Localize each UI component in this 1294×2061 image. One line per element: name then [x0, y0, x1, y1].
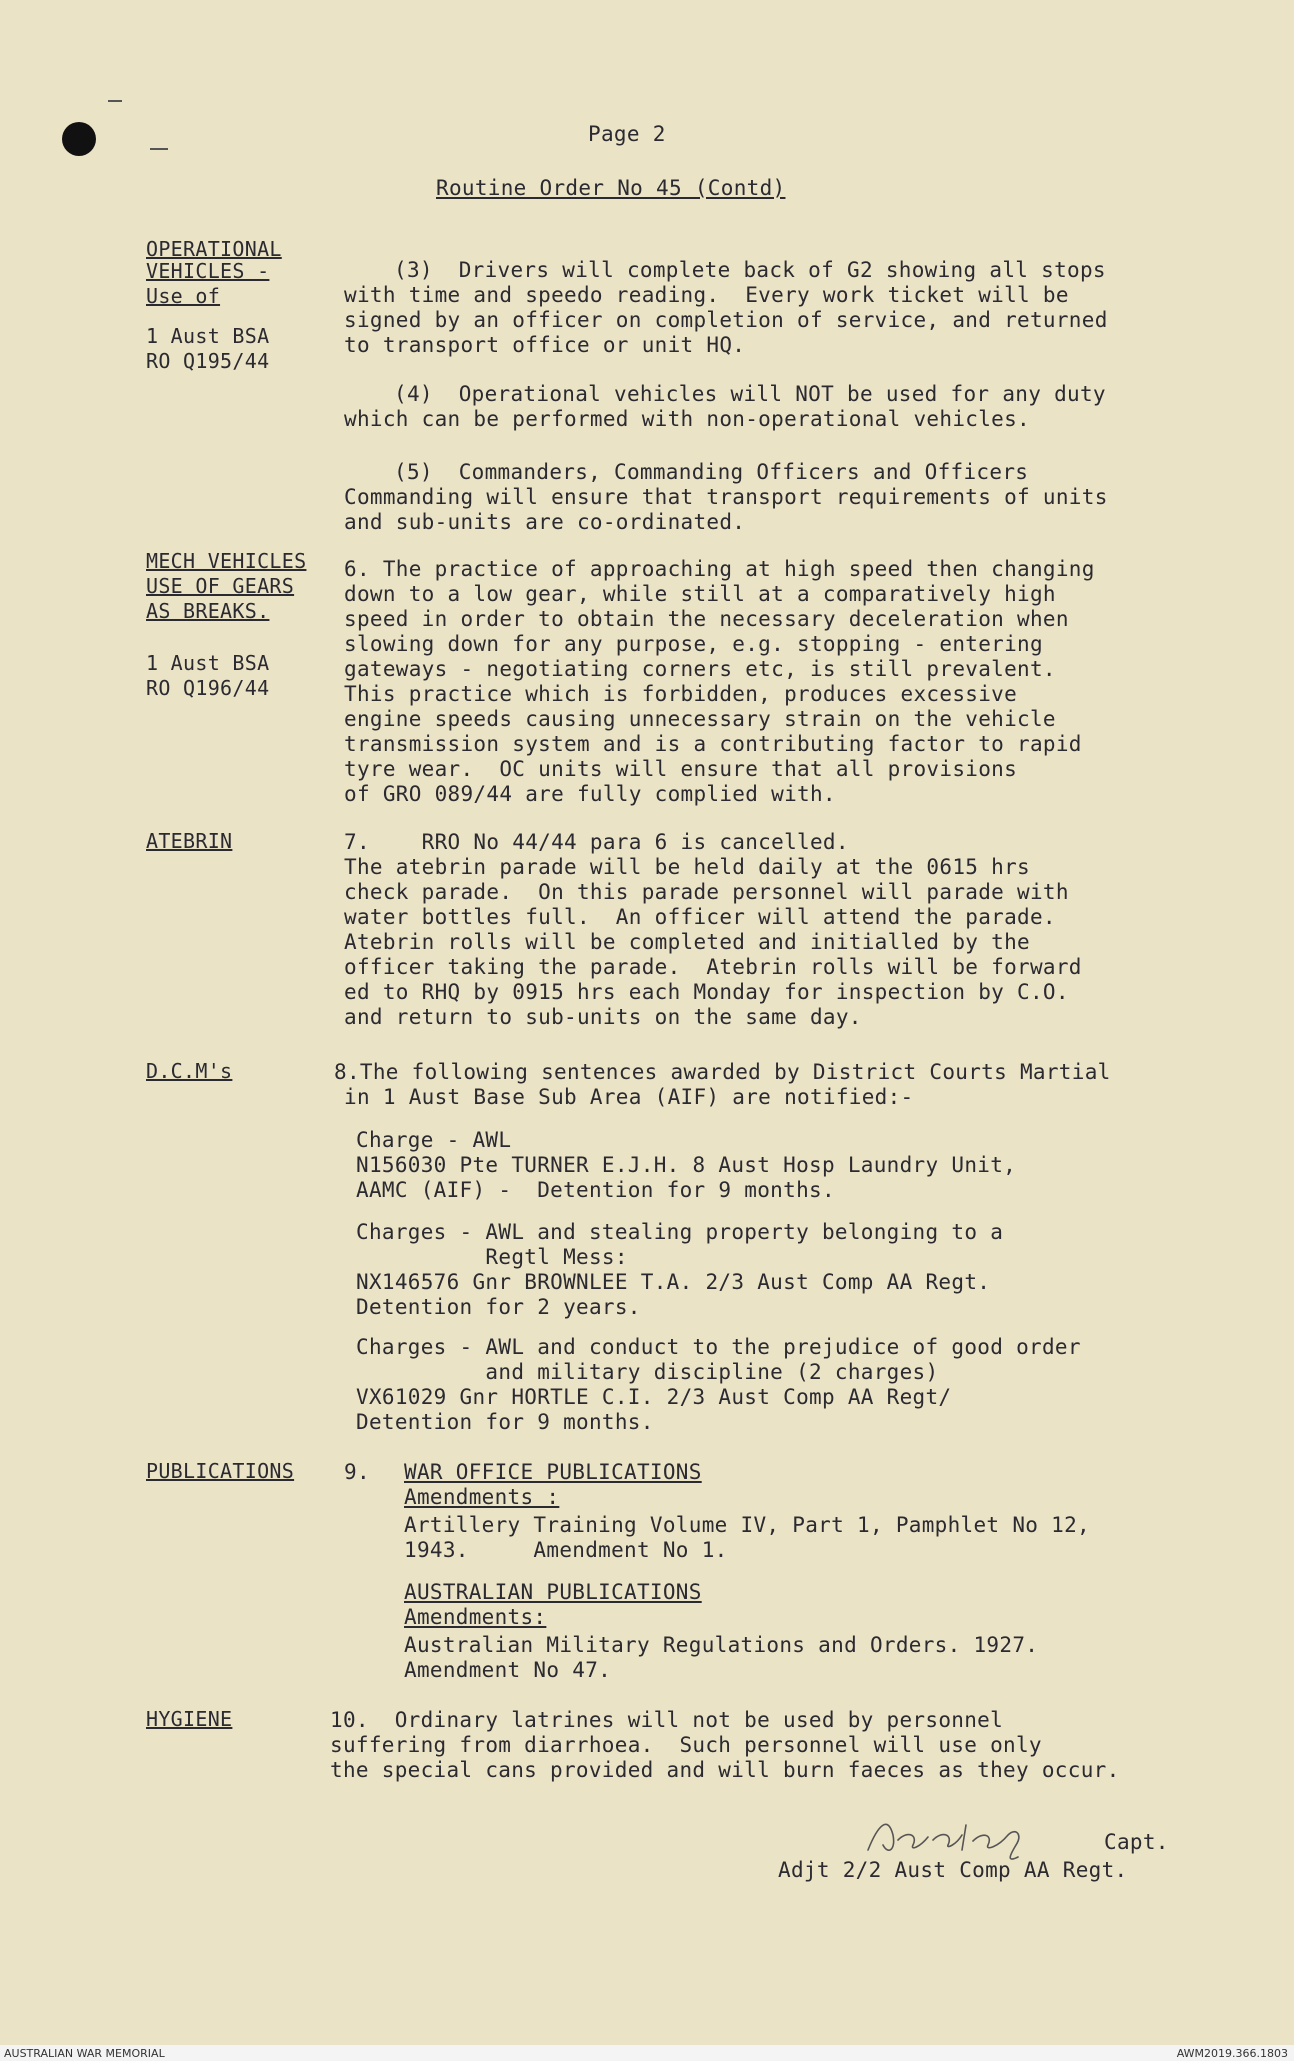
subheading: AUSTRALIAN PUBLICATIONS [404, 1580, 702, 1604]
footer-right: AWM2019.366.1803 [1176, 2047, 1288, 2060]
para-number: 9. [344, 1460, 370, 1484]
para-line: gateways - negotiating corners etc, is still prevalent. [344, 657, 1056, 681]
para-line: Commanding will ensure that transport requirements of units [344, 485, 1108, 509]
para-line: This practice which is forbidden, produces excessive [344, 682, 1018, 706]
para-line: engine speeds causing unnecessary strain on the vehicle [344, 707, 1056, 731]
para-line: Australian Military Regulations and Orders. 1927. [404, 1633, 1039, 1657]
para-line: in 1 Aust Base Sub Area (AIF) are notified:- [344, 1085, 914, 1109]
side-heading-atebrin: ATEBRIN [146, 829, 233, 853]
paper-mark [108, 100, 122, 102]
para-line: which can be performed with non-operational vehicles. [344, 407, 1030, 431]
para-line: Amendment No 47. [404, 1658, 612, 1682]
para-line: (4) Operational vehicles will NOT be used for any duty [394, 382, 1106, 406]
side-heading-dcm: D.C.M's [146, 1059, 233, 1083]
subheading: Amendments: [404, 1605, 547, 1629]
para-line: (3) Drivers will complete back of G2 showing all stops [394, 258, 1106, 282]
side-heading-mech: AS BREAKS. [146, 599, 270, 623]
para-line: and military discipline (2 charges) [356, 1360, 939, 1384]
side-heading-hygiene: HYGIENE [146, 1707, 233, 1731]
side-heading-operational: VEHICLES - [146, 259, 270, 283]
para-line: transmission system and is a contributing factor to rapid [344, 732, 1082, 756]
para-line: N156030 Pte TURNER E.J.H. 8 Aust Hosp Laundry Unit, [356, 1153, 1017, 1177]
para-line: water bottles full. An officer will attend the parade. [344, 905, 1056, 929]
para-line: the special cans provided and will burn faeces as they occur. [330, 1758, 1120, 1782]
subheading: Amendments : [404, 1485, 560, 1509]
footer-left: AUSTRALIAN WAR MEMORIAL [4, 2047, 165, 2060]
para-line: AAMC (AIF) - Detention for 9 months. [356, 1178, 835, 1202]
handwritten-signature [858, 1805, 1098, 1865]
para-line: Charges - AWL and conduct to the prejudice of good order [356, 1335, 1081, 1359]
side-heading-mech: USE OF GEARS [146, 574, 295, 598]
side-heading-operational: Use of [146, 284, 221, 308]
para-line: Detention for 2 years. [356, 1295, 641, 1319]
side-heading-operational: OPERATIONAL [146, 237, 282, 261]
signature-appointment: Adjt 2/2 Aust Comp AA Regt. [778, 1858, 1128, 1882]
para-line: Charge - AWL [356, 1128, 512, 1152]
document-title: Routine Order No 45 (Contd) [436, 176, 786, 200]
side-heading-mech: MECH VEHICLES [146, 549, 307, 573]
para-line: speed in order to obtain the necessary deceleration when [344, 607, 1069, 631]
punch-hole [62, 122, 96, 156]
para-line: Atebrin rolls will be completed and initialled by the [344, 930, 1030, 954]
subheading: WAR OFFICE PUBLICATIONS [404, 1460, 702, 1484]
para-line: Regtl Mess: [356, 1245, 628, 1269]
para-line: and sub-units are co-ordinated. [344, 510, 746, 534]
para-line: NX146576 Gnr BROWNLEE T.A. 2/3 Aust Comp AA Regt. [356, 1270, 991, 1294]
para-line: (5) Commanders, Commanding Officers and Officers [394, 460, 1029, 484]
side-ref: 1 Aust BSA [146, 324, 270, 348]
side-ref: RO Q196/44 [146, 676, 270, 700]
para-line: Detention for 9 months. [356, 1410, 654, 1434]
side-ref: 1 Aust BSA [146, 651, 270, 675]
para-line: VX61029 Gnr HORTLE C.I. 2/3 Aust Comp AA Regt/ [356, 1385, 952, 1409]
page-number: Page 2 [588, 122, 666, 146]
para-line: tyre wear. OC units will ensure that all provisions [344, 757, 1018, 781]
archive-footer [0, 2045, 1294, 2061]
side-ref: RO Q195/44 [146, 349, 270, 373]
para-line: ed to RHQ by 0915 hrs each Monday for inspection by C.O. [344, 980, 1069, 1004]
para-line: 7. RRO No 44/44 para 6 is cancelled. [344, 830, 849, 854]
para-line: slowing down for any purpose, e.g. stopping - entering [344, 632, 1043, 656]
paper-mark [150, 148, 168, 150]
para-line: suffering from diarrhoea. Such personnel will use only [330, 1733, 1042, 1757]
para-line: The atebrin parade will be held daily at the 0615 hrs [344, 855, 1030, 879]
para-line: with time and speedo reading. Every work ticket will be [344, 283, 1069, 307]
para-line: Artillery Training Volume IV, Part 1, Pamphlet No 12, [404, 1513, 1090, 1537]
para-line: Charges - AWL and stealing property belonging to a [356, 1220, 1004, 1244]
para-line: down to a low gear, while still at a comparatively high [344, 582, 1056, 606]
para-line: 10. Ordinary latrines will not be used by personnel [330, 1708, 1004, 1732]
side-heading-publications: PUBLICATIONS [146, 1459, 295, 1483]
para-line: officer taking the parade. Atebrin rolls will be forward [344, 955, 1082, 979]
para-line: 1943. Amendment No 1. [404, 1538, 728, 1562]
signature-rank: Capt. [1104, 1830, 1169, 1854]
para-line: to transport office or unit HQ. [344, 333, 746, 357]
para-line: and return to sub-units on the same day. [344, 1005, 862, 1029]
para-line: check parade. On this parade personnel will parade with [344, 880, 1069, 904]
para-line: of GRO 089/44 are fully complied with. [344, 782, 836, 806]
para-line: signed by an officer on completion of service, and returned [344, 308, 1108, 332]
para-line: 6. The practice of approaching at high speed then changing [344, 557, 1095, 581]
para-line: 8.The following sentences awarded by District Courts Martial [334, 1060, 1111, 1084]
